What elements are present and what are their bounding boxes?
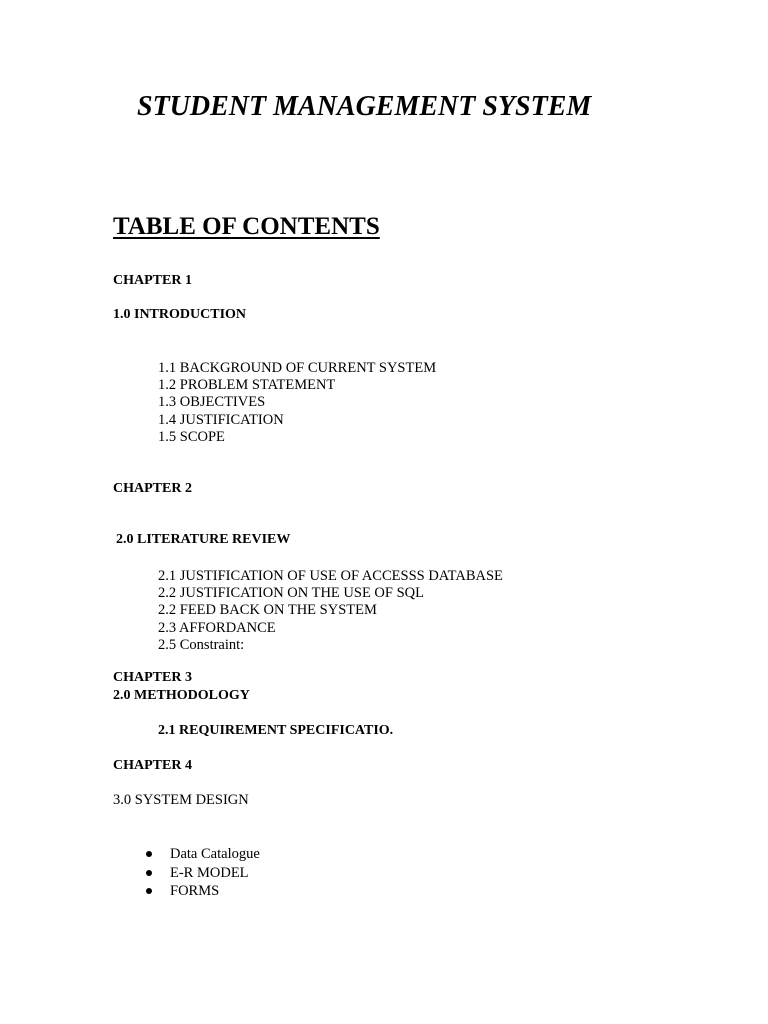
toc-item: 2.1 REQUIREMENT SPECIFICATIO.: [158, 723, 394, 738]
toc-item: 2.2 JUSTIFICATION ON THE USE OF SQL: [158, 585, 424, 601]
chapter-2-section: 2.0 LITERATURE REVIEW: [116, 532, 291, 547]
toc-item: 1.5 SCOPE: [158, 429, 225, 445]
toc-item: 2.3 AFFORDANCE: [158, 620, 276, 636]
toc-item: 1.1 BACKGROUND OF CURRENT SYSTEM: [158, 360, 437, 376]
chapter-1-section: 1.0 INTRODUCTION: [113, 307, 247, 322]
bullet-text: E-R MODEL: [170, 864, 249, 881]
bullet-text: Data Catalogue: [170, 846, 260, 862]
toc-item: 2.2 FEED BACK ON THE SYSTEM: [158, 602, 377, 618]
toc-item: 2.1 JUSTIFICATION OF USE OF ACCESSS DATABASE: [158, 568, 503, 584]
document-title: STUDENT MANAGEMENT SYSTEM: [137, 91, 592, 122]
chapter-4-section: 3.0 SYSTEM DESIGN: [113, 792, 249, 808]
chapter-3-section: 2.0 METHODOLOGY: [113, 688, 250, 703]
toc-item: 1.4 JUSTIFICATION: [158, 412, 284, 428]
chapter-2-label: CHAPTER 2: [113, 481, 192, 496]
bullet-icon: [146, 851, 152, 857]
bullet-icon: [146, 888, 152, 894]
bullet-icon: [146, 870, 152, 876]
toc-item: 1.2 PROBLEM STATEMENT: [158, 377, 336, 393]
chapter-4-label: CHAPTER 4: [113, 758, 192, 773]
chapter-1-label: CHAPTER 1: [113, 273, 192, 288]
bullet-text: FORMS: [170, 883, 220, 899]
toc-item: 2.5 Constraint:: [158, 637, 245, 653]
toc-heading: TABLE OF CONTENTS: [113, 213, 380, 240]
toc-item: 1.3 OBJECTIVES: [158, 394, 266, 410]
chapter-3-label: CHAPTER 3: [113, 670, 192, 685]
